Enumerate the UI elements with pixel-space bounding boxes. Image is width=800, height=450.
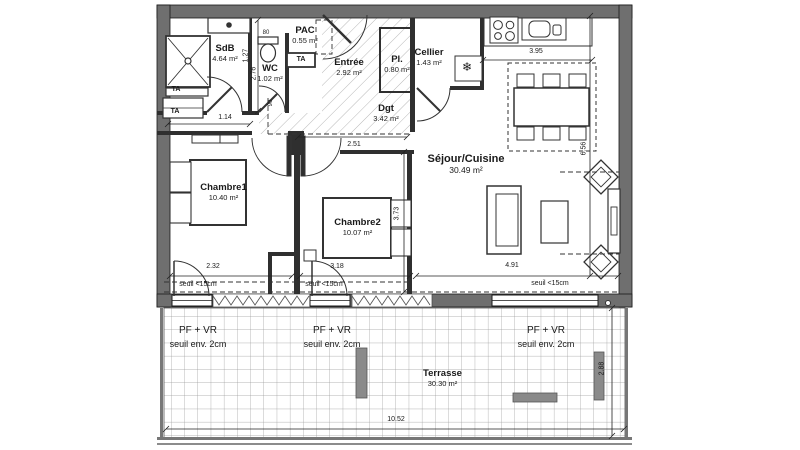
fridge-icon: ❄ xyxy=(462,60,473,74)
pillow xyxy=(170,193,191,223)
room-name: SdB xyxy=(215,43,235,54)
room-label-cellier xyxy=(406,48,452,68)
room-area: 0.55 m² xyxy=(292,35,318,45)
room-label-chambre2 xyxy=(330,218,385,238)
room-name: Terrasse xyxy=(423,368,462,379)
seuil-note-sejour: seuil <15cm xyxy=(531,280,569,287)
pf-vr-note-middle xyxy=(296,324,368,350)
wardrobe xyxy=(220,135,238,143)
room-label-sdb xyxy=(205,44,245,64)
dimension-chambre2-width: 3.18 xyxy=(330,263,344,270)
dining-table xyxy=(514,88,589,126)
room-name: PAC xyxy=(295,25,315,36)
room-name: Cellier xyxy=(414,47,444,58)
dimension-wc-door: 90 xyxy=(268,99,274,107)
chair xyxy=(543,127,560,140)
room-area: 30.30 m² xyxy=(427,378,458,388)
chambre1-door-arc xyxy=(252,138,290,176)
pf-vr-label: PF + VR xyxy=(312,325,352,336)
pillow xyxy=(170,162,191,192)
room-label-sejour-cuisine xyxy=(420,153,512,175)
nightstand xyxy=(304,250,316,261)
room-name: Chambre1 xyxy=(200,182,247,193)
room-name: Chambre2 xyxy=(334,217,381,228)
dimension-chambre1-width: 2.32 xyxy=(206,263,220,270)
toilet-icon xyxy=(258,37,278,44)
sdb-door-leaf xyxy=(207,87,232,112)
cellier-door-leaf xyxy=(417,88,440,111)
chambre1-door-leaf xyxy=(287,136,291,176)
seuil-env-label: seuil env. 2cm xyxy=(517,338,575,349)
room-area: 10.40 m² xyxy=(208,192,239,202)
room-label-terrasse xyxy=(415,369,470,389)
room-area: 4.64 m² xyxy=(212,53,238,63)
dimension-wc-width: 80 xyxy=(262,30,270,36)
pillow xyxy=(391,229,411,256)
room-area: 1.43 m² xyxy=(416,57,442,67)
dimension-chambre2-depth: 3.73 xyxy=(393,206,401,221)
sofa-seat xyxy=(496,194,518,246)
dimension-hall-width: 2.51 xyxy=(347,141,361,148)
room-name: WC xyxy=(262,63,278,74)
seuil-note-chambre2: seuil <15cm xyxy=(305,281,343,288)
chambre2-door-arc xyxy=(303,138,341,176)
wardrobe xyxy=(192,135,220,143)
seuil-env-label: seuil env. 2cm xyxy=(169,338,227,349)
room-area: 0.80 m² xyxy=(384,64,410,74)
ta-label: TA xyxy=(171,86,181,93)
room-label-chambre1 xyxy=(196,183,251,203)
room-name: Séjour/Cuisine xyxy=(427,153,505,165)
chair xyxy=(517,74,534,87)
room-area: 3.42 m² xyxy=(373,113,399,123)
room-area: 2.92 m² xyxy=(336,67,362,77)
room-area: 1.02 m² xyxy=(257,73,283,83)
door-pivot xyxy=(606,301,611,306)
dimension-sdb-height: 2.76 xyxy=(250,66,258,81)
room-label-dgt xyxy=(366,104,406,124)
seuil-note-chambre1: seuil <15cm xyxy=(179,281,217,288)
pf-vr-note-left xyxy=(162,324,234,350)
chair xyxy=(569,74,586,87)
coffee-table xyxy=(541,201,568,243)
room-label-entree xyxy=(326,58,372,78)
planter xyxy=(356,348,367,398)
dimension-wc-height: 1.27 xyxy=(242,48,250,63)
room-area: 10.07 m² xyxy=(342,227,373,237)
dimension-sdb-width: 1.14 xyxy=(218,114,232,121)
room-area: 30.49 m² xyxy=(449,164,483,175)
chair xyxy=(517,127,534,140)
room-name: Pl. xyxy=(391,54,403,65)
chambre2-door-leaf xyxy=(301,136,305,176)
seuil-env-label: seuil env. 2cm xyxy=(303,338,361,349)
dimension-sejour-width: 4.91 xyxy=(505,262,519,269)
room-name: Entrée xyxy=(334,57,364,68)
planter xyxy=(513,393,557,402)
ta-label: TA xyxy=(296,56,306,63)
dimension-terrasse-width: 10.52 xyxy=(387,416,405,423)
dimension-sejour-depth: 6.56 xyxy=(580,141,588,156)
vanity-drain-icon xyxy=(227,23,231,27)
ta-label: TA xyxy=(170,108,180,115)
room-label-pac xyxy=(288,26,322,46)
dimension-kitchen-width: 3.95 xyxy=(529,48,543,55)
pf-vr-label: PF + VR xyxy=(178,325,218,336)
dimension-terrasse-depth: 2.88 xyxy=(598,361,606,376)
chair xyxy=(543,74,560,87)
pf-vr-label: PF + VR xyxy=(526,325,566,336)
pf-vr-note-right xyxy=(510,324,582,350)
stove-icon xyxy=(490,17,518,43)
room-name: Dgt xyxy=(378,103,394,114)
